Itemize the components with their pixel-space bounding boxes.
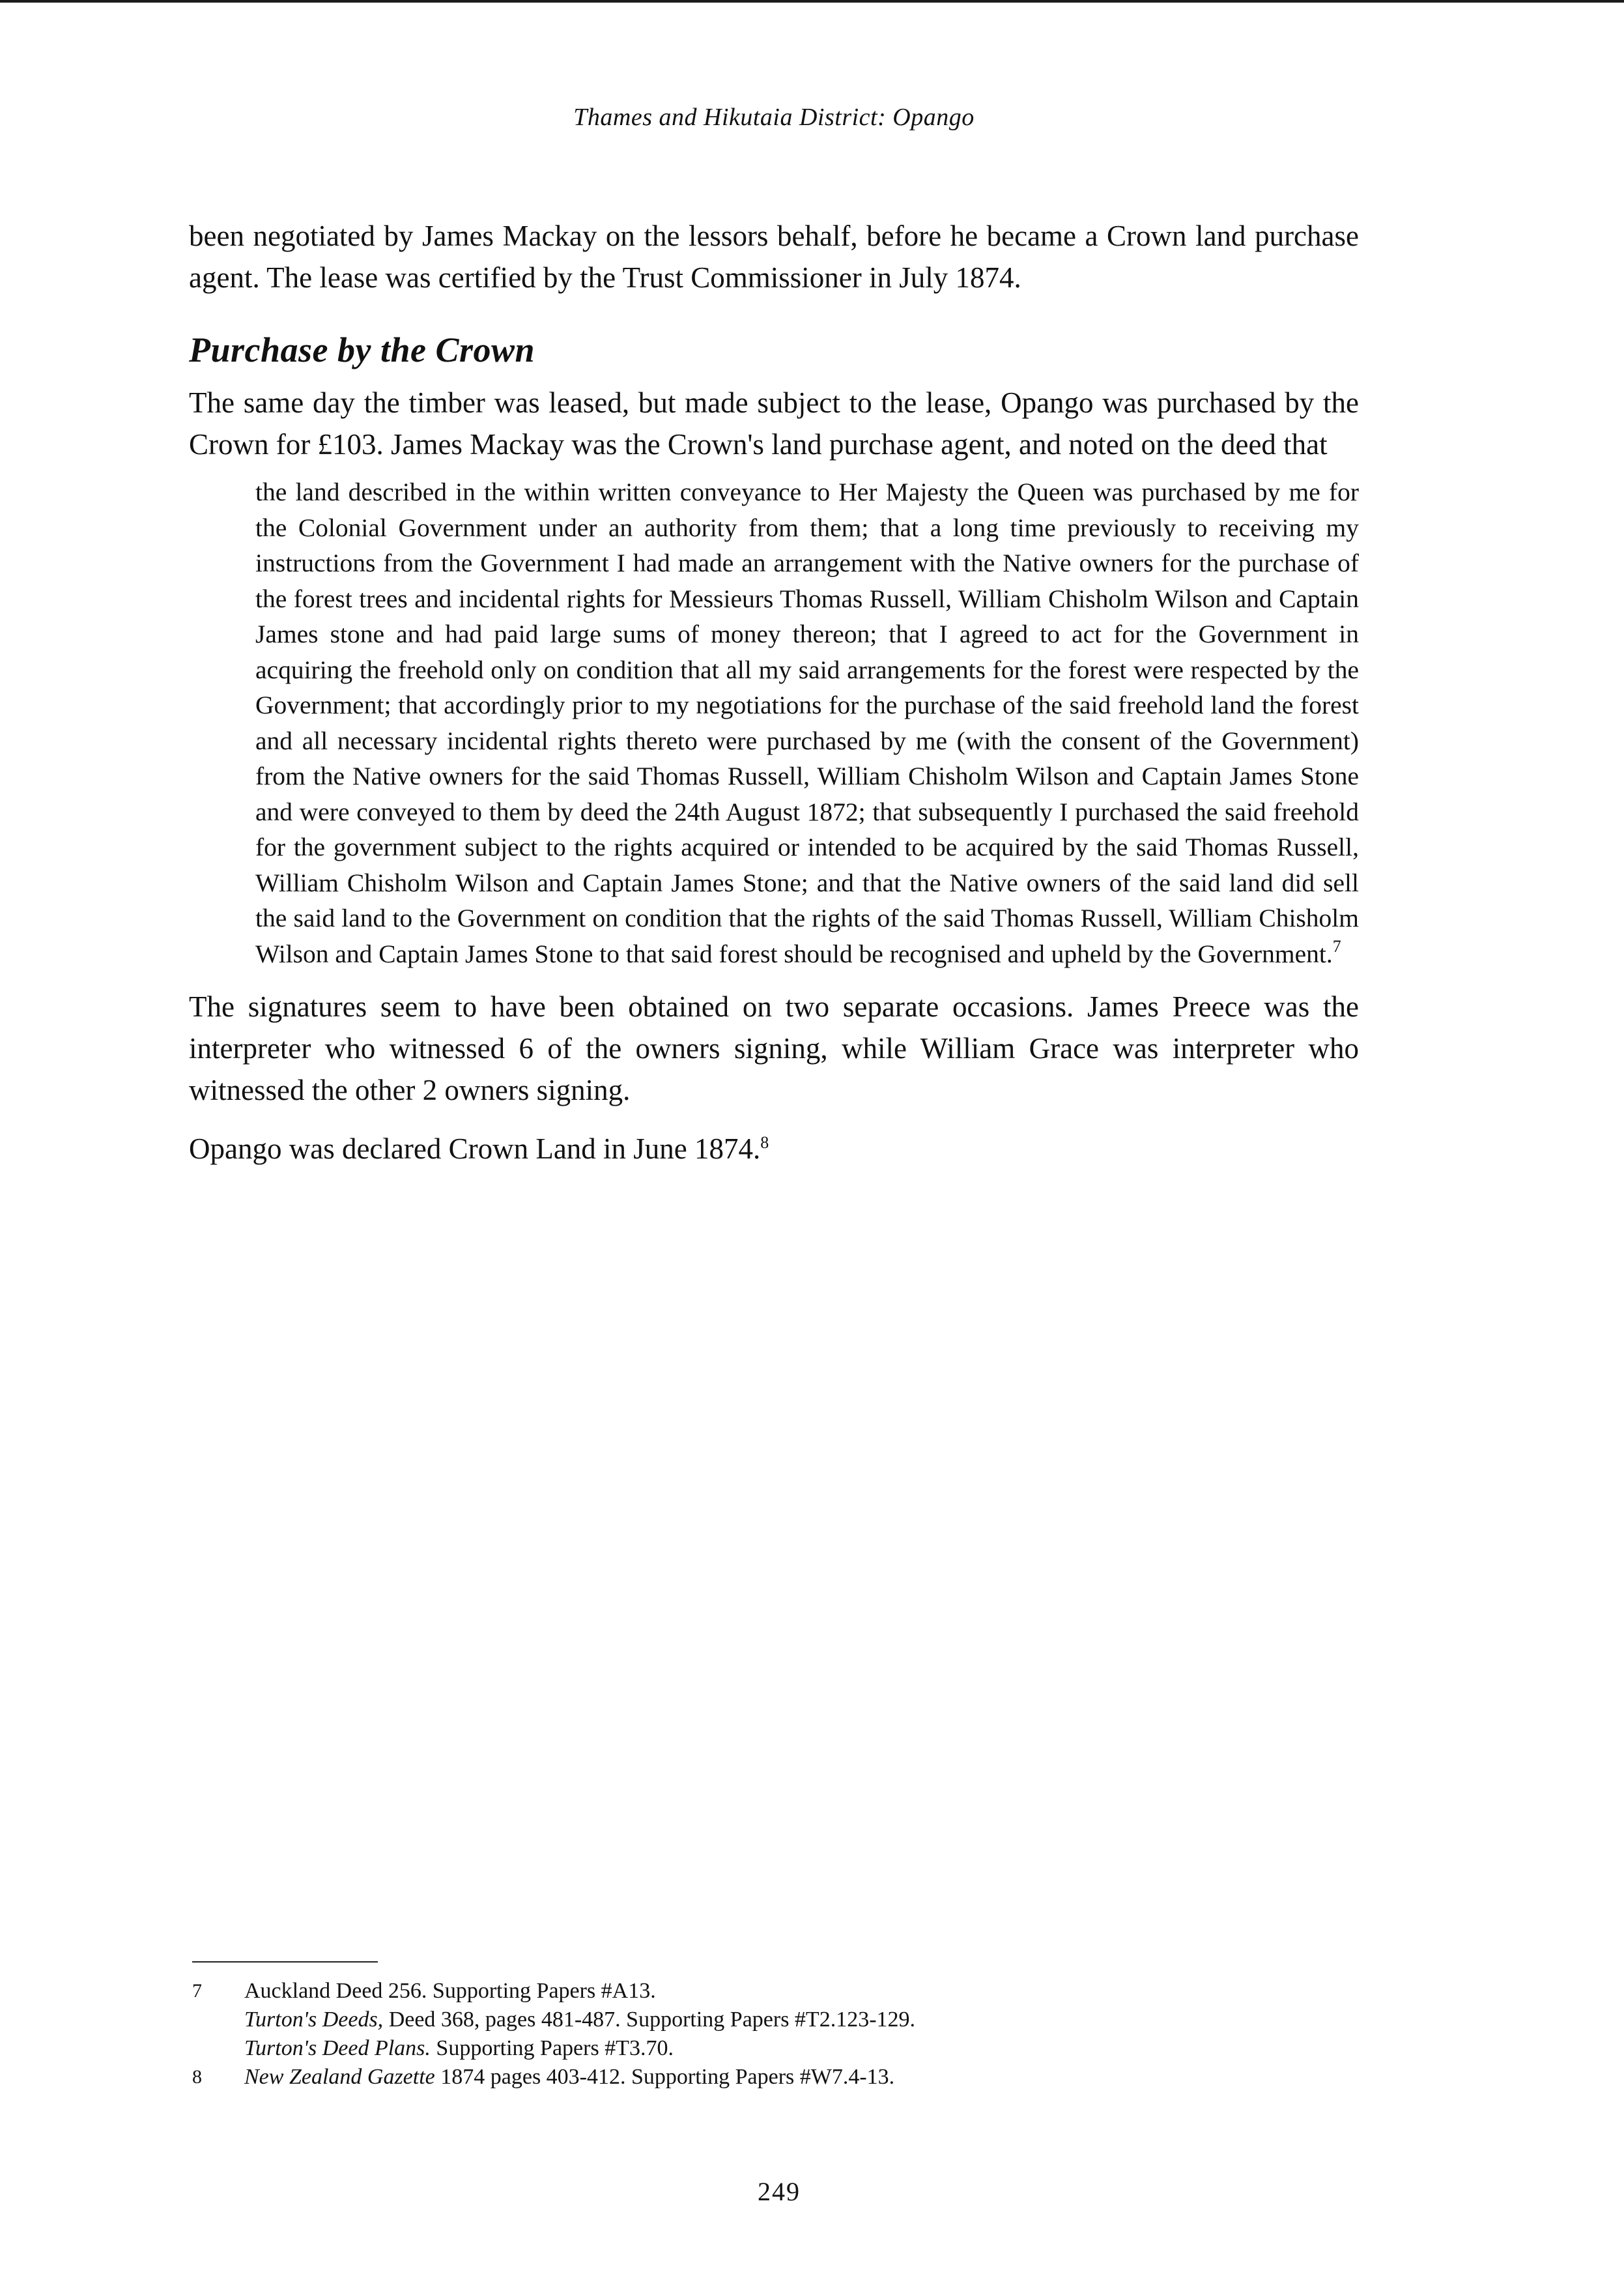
section-heading: Purchase by the Crown (189, 330, 535, 369)
footnote-ref-7[interactable]: 7 (1332, 936, 1341, 956)
footnote-line (244, 2006, 915, 2034)
footnote-text: Auckland Deed 256. Supporting Papers #A13. (244, 1979, 656, 2003)
footnote-lines (244, 1977, 915, 2063)
footnote-8 (192, 2063, 1339, 2092)
signatures-paragraph: The signatures seem to have been obtained on two separate occasions. James Preece was the interpreter who witnessed 6 of the owners signing, while William Grace was interpreter who witnessed the other 2 owners signing. (189, 990, 1359, 1106)
footnote-line (244, 2063, 894, 2092)
footnote-italic-title: Turton's Deed Plans. (244, 2036, 431, 2060)
footnote-7 (192, 1977, 1339, 2063)
footnote-number: 7 (192, 1980, 202, 2002)
footnote-number: 8 (192, 2066, 202, 2088)
footnote-italic-title: Turton's Deeds, (244, 2007, 384, 2032)
block-quote (255, 474, 1359, 971)
footnote-line (244, 1977, 915, 2006)
footnote-ref-8[interactable]: 8 (760, 1133, 769, 1152)
intro-paragraph: been negotiated by James Mackay on the lessors behalf, before he became a Crown land purchase agent. The lease was certified by the Trust Commissioner in July 1874. (189, 220, 1359, 294)
footnote-lines (244, 2063, 894, 2092)
top-border-rule (0, 0, 1624, 3)
footnote-divider (192, 1961, 378, 1963)
footnote-line (244, 2034, 915, 2063)
footnote-text: Supporting Papers #T3.70. (430, 2036, 674, 2060)
section-paragraph: The same day the timber was leased, but made subject to the lease, Opango was purchased by the Crown for £103. James Mackay was the Crown's land purchase agent, and noted on the deed that (189, 386, 1359, 461)
declared-paragraph (189, 1128, 1359, 1170)
footnote-text: 1874 pages 403-412. Supporting Papers #W7.4-13. (434, 2065, 895, 2089)
footnote-text: Deed 368, pages 481-487. Supporting Papers #T2.123-129. (383, 2007, 916, 2032)
page-number: 249 (758, 2177, 801, 2206)
running-head: Thames and Hikutaia District: Opango (573, 104, 975, 131)
footnotes (192, 1961, 1339, 2092)
declared-paragraph-text: Opango was declared Crown Land in June 1874. (189, 1132, 761, 1165)
footnote-italic-title: New Zealand Gazette (244, 2065, 435, 2089)
main-content (189, 215, 1359, 1170)
block-quote-text: the land described in the within written conveyance to Her Majesty the Queen was purchased by me for the Colonial Government under an authority from them; that a long time previously to receiving my instructions from the Government I had made an arrangement with the Native owners for the purchase of the forest trees and incidental rights for Messieurs Thomas Russell, William Chisholm Wilson and Captain James stone and had paid large sums of money thereon; that I agreed to act for the Government in acquiring the freehold only on condition that all my said arrangements for the forest were respected by the Government; that accordingly prior to my negotiations for the purchase of the said freehold land the forest and all necessary incidental rights thereto were purchased by me (with the consent of the Government) from the Native owners for the said Thomas Russell, William Chisholm Wilson and Captain James Stone and were conveyed to them by deed the 24th August 1872; that subsequently I purchased the said freehold for the government subject to the rights acquired or intended to be acquired by the said Thomas Russell, William Chisholm Wilson and Captain James Stone; and that the Native owners of the said land did sell the said land to the Government on condition that the rights of the said Thomas Russell, William Chisholm Wilson and Captain James Stone to that said forest should be recognised and upheld by the Government. (255, 478, 1359, 968)
